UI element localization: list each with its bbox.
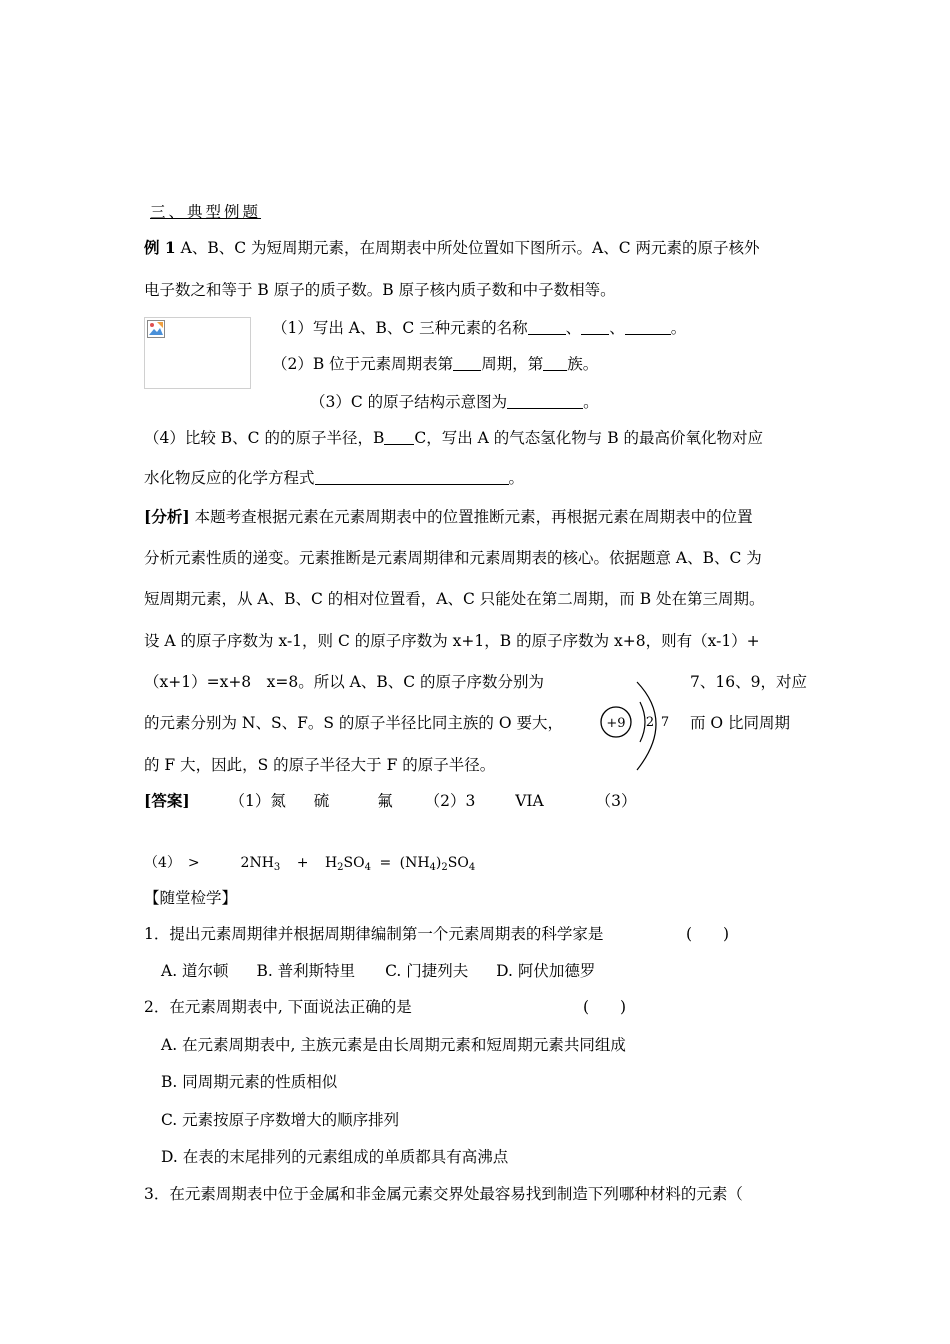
eq-part: ) <box>435 855 442 871</box>
analysis-label: [分析] <box>144 507 190 526</box>
example-label: 例 1 <box>144 238 176 257</box>
q4-text: 水化物反应的化学方程式 <box>144 469 315 487</box>
eq-part: (NH <box>399 855 430 871</box>
analysis-line2: 分析元素性质的递变。元素推断是元素周期律和元素周期表的核心。依据题意 A、B、C 为 <box>144 549 762 567</box>
shell1-electrons: 2 <box>645 715 655 730</box>
quiz-question-3: 3．在元素周期表中位于金属和非金属元素交界处最容易找到制造下列哪种材料的元素（ <box>144 1185 743 1203</box>
analysis-line1 <box>144 506 753 528</box>
eq-part: = <box>379 855 392 871</box>
option-c[interactable]: C. 门捷列夫 <box>385 962 469 980</box>
quiz-heading: 【随堂检学】 <box>144 889 238 907</box>
answer-blank <box>507 393 583 409</box>
period: 。 <box>670 319 687 337</box>
answer-blank <box>384 429 414 445</box>
analysis-line5-left: （x+1）=x+8 x=8。所以 A、B、C 的原子序数分别为 <box>144 673 545 691</box>
periodic-table-image <box>144 317 251 389</box>
analysis-line6-left: 的元素分别为 N、S、F。S 的原子半径比同主族的 O 要大， <box>144 714 563 732</box>
option-b[interactable]: B. 同周期元素的性质相似 <box>161 1073 338 1091</box>
answer-item: （1）氮 <box>229 792 286 810</box>
quiz-question-1: 1．提出元素周期律并根据周期律编制第一个元素周期表的科学家是 <box>144 925 604 943</box>
example1-line1 <box>144 237 759 259</box>
answer-item: （4） > <box>144 855 200 871</box>
option-d[interactable]: D. 阿伏加德罗 <box>496 962 596 980</box>
eq-subscript: 4 <box>468 862 476 873</box>
question-4 <box>144 427 763 449</box>
chemical-equation <box>241 855 476 871</box>
eq-subscript: 4 <box>364 862 371 873</box>
option-c[interactable]: C. 元素按原子序数增大的顺序排列 <box>161 1111 400 1129</box>
answer-blank <box>453 355 481 371</box>
eq-subscript: 2 <box>441 862 448 873</box>
option-a[interactable]: A. 在元素周期表中, 主族元素是由长周期元素和短周期元素共同组成 <box>161 1036 626 1054</box>
example1-line2: 电子数之和等于 B 原子的质子数。B 原子核内质子数和中子数相等。 <box>144 281 616 299</box>
analysis-line4: 设 A 的原子序数为 x-1，则 C 的原子序数为 x+1，B 的原子序数为 x+8，则有（x-1）+ <box>144 632 760 650</box>
option-b[interactable]: B. 普利斯特里 <box>256 962 356 980</box>
analysis-line7: 的 F 大，因此，S 的原子半径大于 F 的原子半径。 <box>144 756 496 774</box>
eq-subscript: 4 <box>429 862 436 873</box>
option-d[interactable]: D. 在表的末尾排列的元素组成的单质都具有高沸点 <box>161 1148 509 1166</box>
question-4-line2 <box>144 467 524 489</box>
q3-text: （3）C 的原子结构示意图为 <box>310 393 508 411</box>
q2-text: 周期，第 <box>481 355 544 373</box>
fluorine-atom-structure-diagram <box>595 672 680 776</box>
electron-shell-1 <box>640 702 645 742</box>
period: 。 <box>583 393 599 411</box>
answer-item: 氟 <box>377 792 393 810</box>
quiz-q1-answer-parens: ( ) <box>686 925 730 943</box>
analysis-line5-right: 7、16、9，对应 <box>690 673 807 691</box>
answer-blank <box>581 319 609 335</box>
eq-part: SO <box>343 855 365 871</box>
section-heading: 三、典型例题 <box>150 203 262 221</box>
quiz-question-2: 2．在元素周期表中, 下面说法正确的是 <box>144 998 412 1016</box>
answer-label: [答案] <box>144 791 190 810</box>
analysis-line6-right: 而 O 比同周期 <box>690 714 791 732</box>
question-1 <box>272 317 686 339</box>
answer-blank <box>625 319 671 335</box>
q2-text: 族。 <box>567 355 599 373</box>
shell2-electrons: 7 <box>660 715 670 730</box>
question-3 <box>310 391 599 413</box>
q4-text: C，写出 A 的气态氢化物与 B 的最高价氧化物对应 <box>414 429 764 447</box>
eq-part: + <box>296 855 309 871</box>
answer-blank <box>543 355 567 371</box>
eq-subscript: 3 <box>273 862 281 873</box>
answer-blank <box>528 319 566 335</box>
period: 。 <box>508 469 525 487</box>
eq-part: SO <box>447 855 469 871</box>
eq-subscript: 2 <box>337 862 344 873</box>
option-a[interactable]: A. 道尔顿 <box>161 962 229 980</box>
answer-line2 <box>144 852 475 879</box>
answer-item: 硫 <box>313 792 330 810</box>
analysis-text: 本题考查根据元素在元素周期表中的位置推断元素，再根据元素在周期表中的位置 <box>194 508 753 526</box>
separator: 、 <box>565 319 582 337</box>
answer-blank <box>315 469 509 485</box>
answer-item: VIA <box>515 792 544 810</box>
answer-item: （3） <box>595 792 637 810</box>
quiz-q2-answer-parens: ( ) <box>583 998 627 1016</box>
question-2 <box>272 353 598 375</box>
analysis-line3: 短周期元素，从 A、B、C 的相对位置看，A、C 只能处在第二周期，而 B 处在第三周期。 <box>144 590 765 608</box>
example-text: A、B、C 为短周期元素，在周期表中所处位置如下图所示。A、C 两元素的原子核外 <box>180 239 760 257</box>
broken-image-icon <box>147 320 165 338</box>
eq-part: H <box>324 855 338 871</box>
quiz-q1-options <box>161 960 595 982</box>
separator: 、 <box>609 319 625 337</box>
q1-text: （1）写出 A、B、C 三种元素的名称 <box>272 319 528 337</box>
answer-line1 <box>144 790 636 812</box>
q2-text: （2）B 位于元素周期表第 <box>272 355 454 373</box>
q4-text: （4）比较 B、C 的的原子半径，B <box>144 429 385 447</box>
eq-part: 2NH <box>240 855 274 871</box>
answer-item: （2）3 <box>424 792 476 810</box>
nucleus-charge: +9 <box>606 716 626 731</box>
